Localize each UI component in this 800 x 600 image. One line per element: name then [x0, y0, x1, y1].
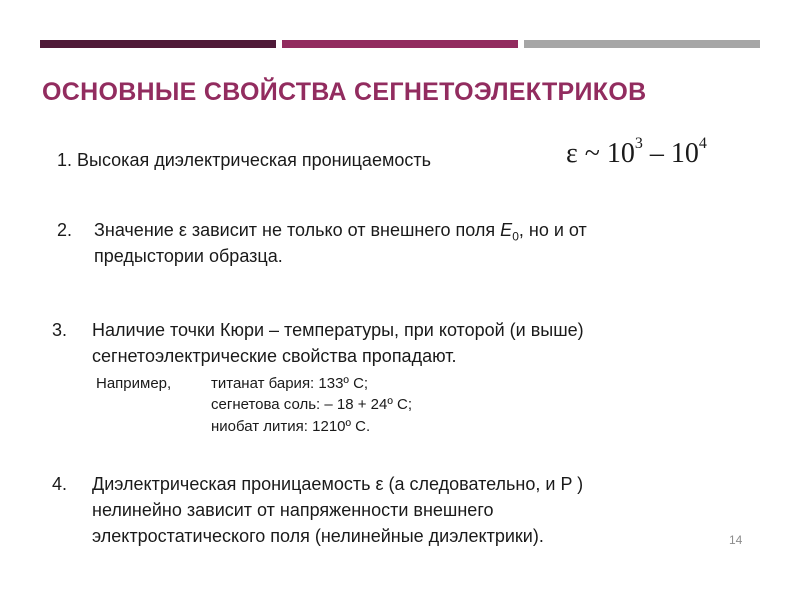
example-barium-titanate: титанат бария: 133º С;	[211, 375, 369, 392]
item-4-number: 4.	[52, 474, 68, 494]
example-rochelle-salt: сегнетова соль: – 18 + 24º С;	[211, 396, 412, 413]
item-2-line-1-pre: Значение ε зависит не только от внешнего поля	[94, 220, 501, 240]
formula-exponent-1: 3	[634, 134, 643, 152]
item-2-line-2: предыстории образца.	[94, 246, 283, 266]
item-4-line-1: Диэлектрическая проницаемость ε (а следовательно, и P )	[92, 474, 584, 494]
accent-bar-gray	[524, 40, 760, 48]
example-lithium-niobate: ниобат лития: 1210º С.	[211, 418, 371, 435]
formula-exponent-2: 4	[698, 134, 707, 152]
item-3-line-1: Наличие точки Кюри – температуры, при которой (и выше)	[92, 320, 584, 340]
permittivity-formula	[566, 134, 707, 170]
item-1-text: 1. Высокая диэлектрическая проницаемость	[57, 150, 431, 170]
accent-bar-dark	[40, 40, 276, 48]
item-2-line-1-post: , но и от	[518, 220, 587, 240]
formula-main: ε ~ 10	[566, 138, 635, 169]
field-variable-subscript: 0	[512, 229, 519, 244]
item-4-line-2: нелинейно зависит от напряженности внешнего	[92, 500, 494, 520]
accent-bar-magenta	[282, 40, 518, 48]
field-variable: E	[500, 220, 513, 240]
item-3-number: 3.	[52, 320, 68, 340]
example-label: Например,	[96, 375, 172, 392]
page-number: 14	[729, 533, 743, 547]
formula-mid: – 10	[642, 138, 699, 169]
item-4-line-3: электростатического поля (нелинейные диэлектрики).	[92, 526, 544, 546]
item-3-line-2: сегнетоэлектрические свойства пропадают.	[92, 346, 457, 366]
slide-title: ОСНОВНЫЕ СВОЙСТВА СЕГНЕТОЭЛЕКТРИКОВ	[42, 78, 647, 106]
item-2-number: 2.	[57, 220, 73, 240]
